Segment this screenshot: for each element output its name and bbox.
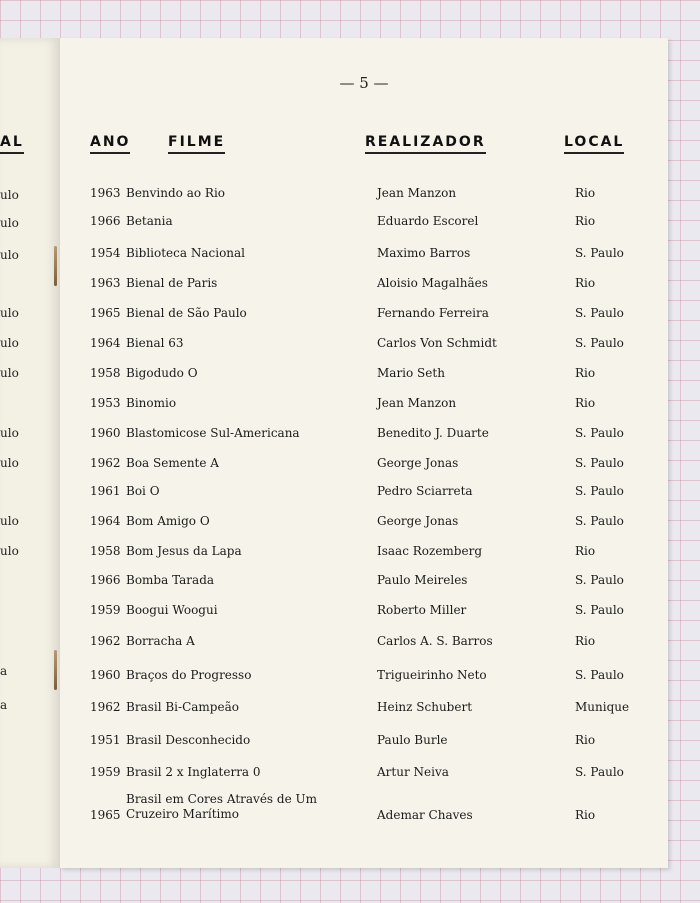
cell-local: Rio — [575, 366, 596, 380]
cell-filme: Biblioteca Nacional — [126, 246, 246, 260]
catalog-page — [60, 38, 668, 868]
cell-realizador: Aloisio Magalhães — [377, 276, 488, 290]
cell-local: S. Paulo — [575, 765, 624, 779]
cell-local: Rio — [575, 214, 596, 228]
cell-local: S. Paulo — [575, 246, 624, 260]
cell-local: S. Paulo — [575, 306, 624, 320]
cell-realizador: Carlos A. S. Barros — [377, 634, 493, 648]
cell-realizador: Trigueirinho Neto — [377, 668, 487, 682]
left-page-cell: ulo — [0, 456, 19, 470]
cell-filme: Bom Amigo O — [126, 514, 210, 528]
cell-local: S. Paulo — [575, 336, 624, 350]
cell-ano: 1963 — [90, 276, 121, 290]
left-page-edge — [0, 38, 60, 868]
cell-realizador: Heinz Schubert — [377, 700, 473, 714]
cell-local: Rio — [575, 544, 596, 558]
cell-ano: 1953 — [90, 396, 121, 410]
cell-ano: 1962 — [90, 700, 121, 714]
cell-filme: Benvindo ao Rio — [126, 186, 226, 200]
cell-local: Rio — [575, 396, 596, 410]
cell-realizador: Maximo Barros — [377, 246, 471, 260]
left-page-cell: ulo — [0, 216, 19, 230]
cell-filme: Bomba Tarada — [126, 573, 215, 587]
cell-realizador: Carlos Von Schmidt — [377, 336, 497, 350]
left-page-cell: ulo — [0, 336, 19, 350]
cell-filme: Bienal 63 — [126, 336, 184, 350]
cell-local: Rio — [575, 808, 596, 822]
cell-ano: 1966 — [90, 214, 121, 228]
cell-local: Rio — [575, 634, 596, 648]
cell-local: S. Paulo — [575, 484, 624, 498]
cell-realizador: Isaac Rozemberg — [377, 544, 483, 558]
cell-local: S. Paulo — [575, 456, 624, 470]
cell-ano: 1964 — [90, 336, 121, 350]
cell-filme: Bom Jesus da Lapa — [126, 544, 242, 558]
cell-filme: Bigodudo O — [126, 366, 198, 380]
cell-realizador: Benedito J. Duarte — [377, 426, 489, 440]
cell-ano: 1961 — [90, 484, 121, 498]
left-page-cell: a — [0, 664, 8, 678]
cell-ano: 1965 — [90, 808, 121, 822]
cell-ano: 1959 — [90, 765, 121, 779]
cell-filme: Blastomicose Sul-Americana — [126, 426, 300, 440]
cell-ano: 1954 — [90, 246, 121, 260]
cell-realizador: Roberto Miller — [377, 603, 467, 617]
left-page-cell: ulo — [0, 188, 19, 202]
cell-filme: Bienal de São Paulo — [126, 306, 247, 320]
left-page-cell: a — [0, 698, 8, 712]
cell-filme: Boi O — [126, 484, 160, 498]
header-realizador: REALIZADOR — [365, 134, 486, 154]
cell-filme: Borracha A — [126, 634, 195, 648]
cell-filme: Brasil Bi-Campeão — [126, 700, 239, 714]
cell-ano: 1962 — [90, 634, 121, 648]
cell-realizador: Mario Seth — [377, 366, 445, 380]
cell-local: Munique — [575, 700, 630, 714]
cell-local: S. Paulo — [575, 426, 624, 440]
cell-local: Rio — [575, 733, 596, 747]
cell-realizador: George Jonas — [377, 456, 459, 470]
cell-local: S. Paulo — [575, 573, 624, 587]
left-page-header: AL — [0, 134, 24, 150]
header-ano: ANO — [90, 134, 130, 154]
left-page-cell: ulo — [0, 306, 19, 320]
cell-realizador: Paulo Burle — [377, 733, 448, 747]
header-local: LOCAL — [564, 134, 624, 154]
left-page-cell: ulo — [0, 366, 19, 380]
cell-realizador: Artur Neiva — [377, 765, 449, 779]
left-page-cell: ulo — [0, 248, 19, 262]
cell-local: S. Paulo — [575, 603, 624, 617]
left-page-cell: ulo — [0, 544, 19, 558]
cell-ano: 1965 — [90, 306, 121, 320]
cell-ano: 1958 — [90, 366, 121, 380]
cell-filme: Brasil 2 x Inglaterra 0 — [126, 765, 261, 779]
cell-local: Rio — [575, 186, 596, 200]
cell-ano: 1963 — [90, 186, 121, 200]
cell-filme: Brasil em Cores Através de Um Cruzeiro Marítimo — [126, 792, 317, 821]
cell-filme: Betania — [126, 214, 173, 228]
cell-local: S. Paulo — [575, 514, 624, 528]
cell-ano: 1960 — [90, 426, 121, 440]
cell-realizador: Fernando Ferreira — [377, 306, 489, 320]
cell-realizador: George Jonas — [377, 514, 459, 528]
cell-filme: Boogui Woogui — [126, 603, 218, 617]
cell-ano: 1960 — [90, 668, 121, 682]
cell-filme: Boa Semente A — [126, 456, 219, 470]
left-page-cell: ulo — [0, 514, 19, 528]
cell-filme: Bienal de Paris — [126, 276, 218, 290]
cell-ano: 1959 — [90, 603, 121, 617]
cell-local: Rio — [575, 276, 596, 290]
cell-filme: Binomio — [126, 396, 177, 410]
header-filme: FILME — [168, 134, 225, 154]
cell-ano: 1964 — [90, 514, 121, 528]
cell-ano: 1951 — [90, 733, 121, 747]
cell-realizador: Jean Manzon — [377, 186, 457, 200]
cell-ano: 1958 — [90, 544, 121, 558]
cell-filme: Braços do Progresso — [126, 668, 252, 682]
cell-filme: Brasil Desconhecido — [126, 733, 251, 747]
cell-realizador: Eduardo Escorel — [377, 214, 479, 228]
page-number: — 5 — — [339, 74, 389, 92]
cell-realizador: Paulo Meireles — [377, 573, 468, 587]
cell-realizador: Pedro Sciarreta — [377, 484, 473, 498]
cell-ano: 1962 — [90, 456, 121, 470]
cell-realizador: Ademar Chaves — [377, 808, 473, 822]
left-page-cell: ulo — [0, 426, 19, 440]
cell-local: S. Paulo — [575, 668, 624, 682]
cell-realizador: Jean Manzon — [377, 396, 457, 410]
cell-ano: 1966 — [90, 573, 121, 587]
